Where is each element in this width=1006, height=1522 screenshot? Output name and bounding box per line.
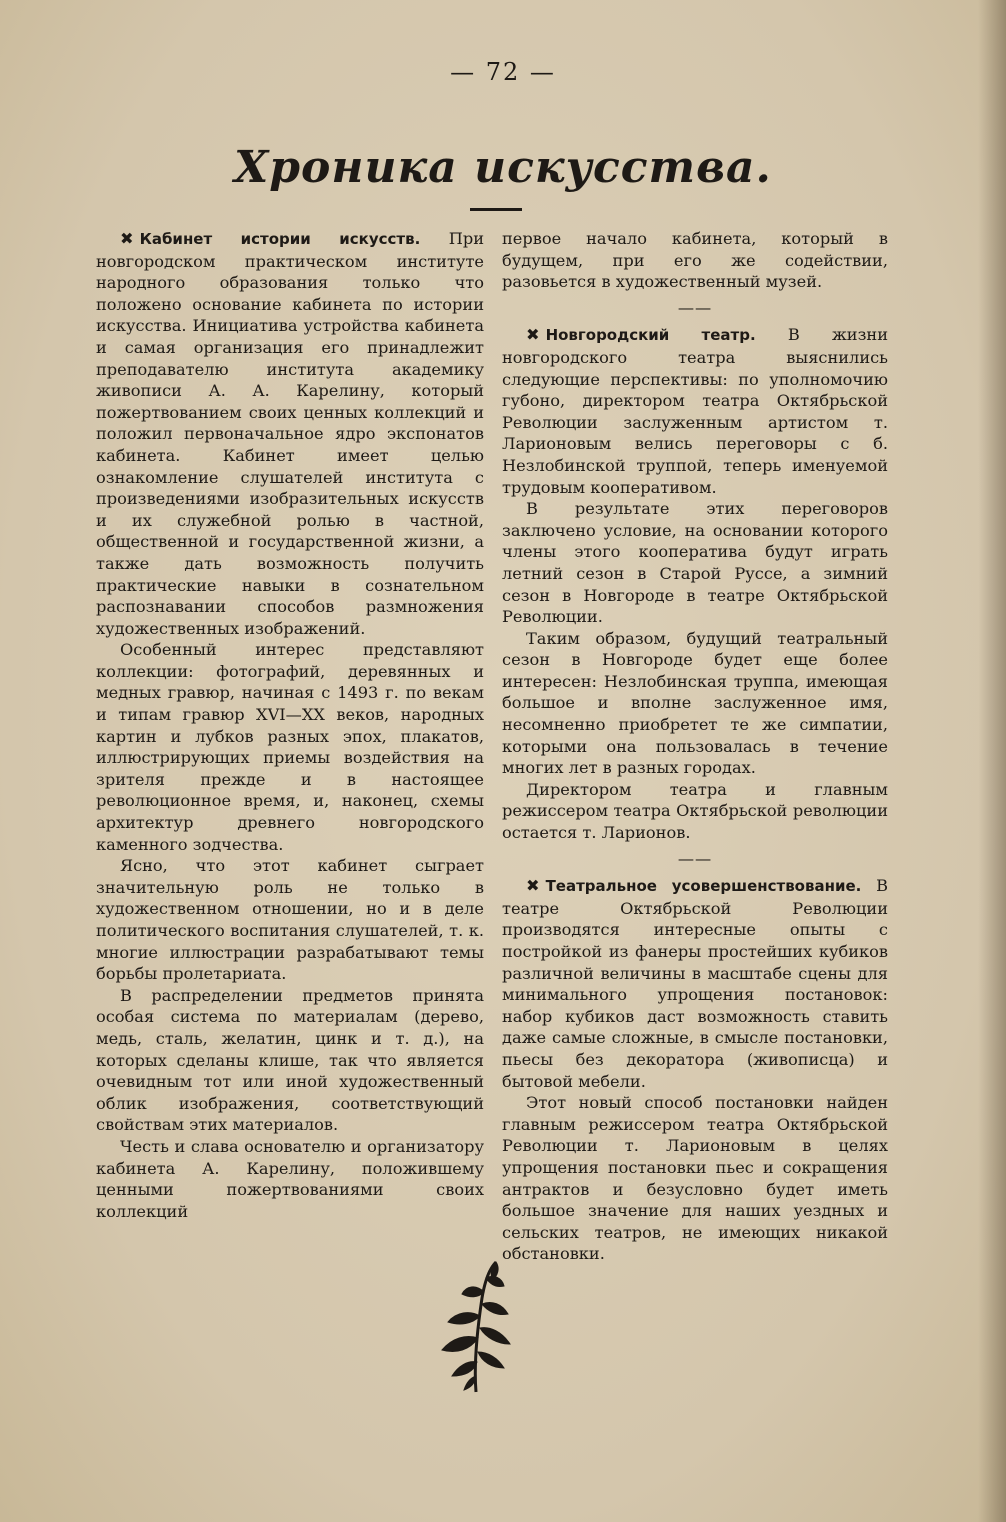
section-mark-icon: ✖	[526, 325, 540, 345]
section-separator: ——	[677, 297, 713, 317]
theatre-paragraph-4: Директором театра и главным режиссером театра Октябрьской революции остается т. Ларионов.	[502, 779, 888, 843]
improvement-text-1: В театре Октябрьской Революции производятся интересные опыты с постройкой из фанеры простейших кубиков различной величины в масштабе сцены для минимального упрощения постановок: набор кубиков даст возможность ставить даже самые сложные, в смысле постановки, пьесы без декоратора (живописца) и бытовой мебели.	[502, 876, 888, 1091]
cabinet-text-1: При новгородском практическом институте народного образования только что положено основание кабинета по истории искусства. Инициатива устройства кабинета и самая организация его принадлежит преподавателю института академику живописи А. А. Карелину, который пожертвованием своих ценных коллекций и положил первоначальное ядро экспонатов кабинета. Кабинет имеет целью ознакомление слушателей института с произведениями изобразительных искусств и их служебной ролью в частной, общественной и государственной жизни, а также дать возможность получить практические навыки в сознательном распознавании способов размножения художественных изображений.	[96, 229, 484, 638]
section-mark-icon: ✖	[526, 876, 540, 896]
left-column	[96, 228, 484, 1222]
right-column	[502, 228, 888, 1265]
cabinet-paragraph-4: В распределении предметов принята особая система по материалам (дерево, медь, сталь, желатин, цинк и т. д.), на которых сделаны клише, так что является очевидным тот или иной художественный облик изображения, соответствующий свойствам этих материалов.	[96, 985, 484, 1135]
page-title: Хроника искусства.	[234, 142, 772, 193]
cabinet-paragraph-2: Особенный интерес представляют коллекции: фотографий, деревянных и медных гравюр, начиная с 1493 г. по векам и типам гравюр XVI—XX веков, народных картин и лубков разных эпох, плакатов, иллюстрирующих приемы воздействия на зрителя прежде и в настоящее революционное время, и, наконец, схемы архитектур древнего новгородского каменного зодчества.	[96, 640, 484, 854]
theatre-heading: Новгородский театр.	[545, 326, 756, 345]
improvement-paragraph-1	[502, 875, 888, 1092]
improvement-heading: Театральное усовершенствование.	[545, 877, 862, 896]
theatre-paragraph-1	[502, 324, 888, 498]
title-underline	[470, 208, 522, 211]
section-separator-2: ——	[677, 848, 713, 868]
theatre-text-1: В жизни новгородского театра выяснились следующие перспективы: по уполномочию губоно, директором театра Октябрьской Революции заслуженным артистом т. Ларионовым велись переговоры с б. Незлобинской труппой, теперь именуемой трудовым кооперативом.	[502, 325, 888, 497]
cabinet-paragraph-5-continued: первое начало кабинета, который в будущем, при его же содействии, разовьется в художественный музей.	[502, 229, 888, 292]
improvement-paragraph-2: Этот новый способ постановки найден главным режиссером театра Октябрьской Революции т. Ларионовым в целях упрощения постановки пьес и сокращения антрактов и безусловно будет иметь большое значение для наших уездных и сельских театров, не имеющих никакой обстановки.	[502, 1093, 888, 1264]
cabinet-heading: Кабинет истории искусств.	[139, 230, 421, 248]
page-edge-shadow	[978, 0, 1006, 1522]
page-number: — 72 —	[450, 58, 556, 86]
theatre-paragraph-2: В результате этих переговоров заключено условие, на основании которого члены этого кооператива будут играть летний сезон в Старой Руссе, а зимний сезон в Новгороде в театре Октябрьской Революции.	[502, 499, 888, 627]
theatre-paragraph-3: Таким образом, будущий театральный сезон в Новгороде будет еще более интересен: Незлобинская труппа, имеющая большое и вполне заслуженное имя, несомненно приобретет те же симпатии, которыми она пользовалась в течение многих лет в разных городах.	[502, 628, 888, 778]
floral-ornament-icon	[430, 1258, 522, 1394]
cabinet-paragraph-5: Честь и слава основателю и организатору кабинета А. Карелину, положившему ценными пожертвованиями своих коллекций	[96, 1136, 484, 1221]
cabinet-paragraph-3: Ясно, что этот кабинет сыграет значительную роль не только в художественном отношении, но и в деле политического воспитания слушателей, т. к. многие иллюстрации разрабатывают темы борьбы пролетариата.	[96, 856, 484, 984]
section-mark-icon: ✖	[120, 229, 134, 248]
cabinet-paragraph-1	[96, 228, 484, 639]
